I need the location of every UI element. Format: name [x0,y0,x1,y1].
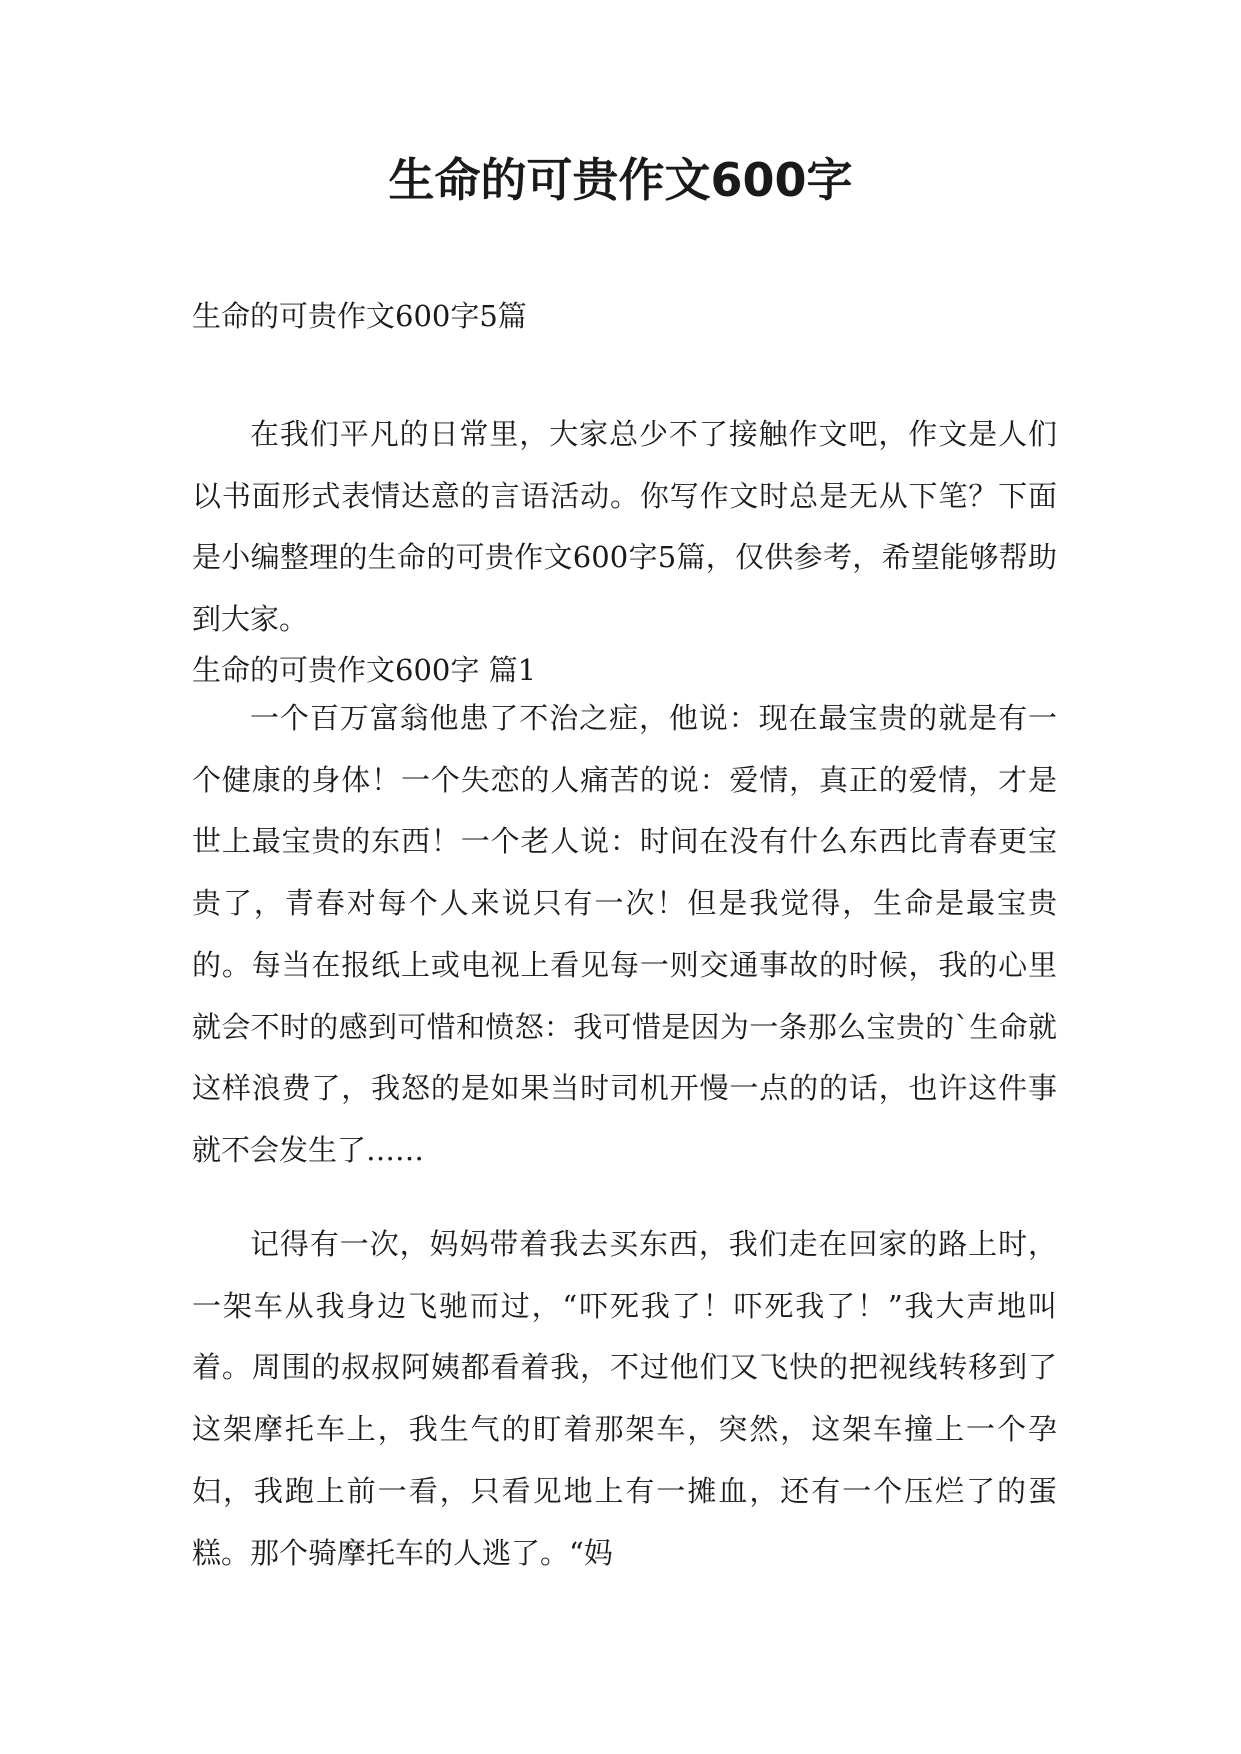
section-heading: 生命的可贵作文600字 篇1 [192,653,537,687]
intro-paragraph: 在我们平凡的日常里，大家总少不了接触作文吧，作文是人们以书面形式表情达意的言语活动。你写作文时总是无从下笔？下面是小编整理的生命的可贵作文600字5篇，仅供参考，希望能够帮助到大家。 [192,417,1057,637]
document-title: 生命的可贵作文600字 [388,153,853,207]
body-paragraph: 一个百万富翁他患了不治之症，他说：现在最宝贵的就是有一个健康的身体！一个失恋的人痛苦的说：爱情，真正的爱情，才是世上最宝贵的东西！一个老人说：时间在没有什么东西比青春更宝贵了，青春对每个人来说只有一次！但是我觉得，生命是最宝贵的。每当在报纸上或电视上看见每一则交通事故的时候，我的心里就会不时的感到可惜和愤怒：我可惜是因为一条那么宝贵的`生命就这样浪费了，我怒的是如果当时司机开慢一点的的话，也许这件事就不会发生了…… [192,701,1057,1167]
document-subtitle: 生命的可贵作文600字5篇 [192,299,527,333]
body-paragraph: 记得有一次，妈妈带着我去买东西，我们走在回家的路上时，一架车从我身边飞驰而过，“吓死我了！吓死我了！”我大声地叫着。周围的叔叔阿姨都看着我，不过他们又飞快的把视线转移到了这架摩托车上，我生气的盯着那架车，突然，这架车撞上一个孕妇，我跑上前一看，只看见地上有一摊血，还有一个压烂了的蛋糕。那个骑摩托车的人逃了。“妈 [192,1227,1057,1570]
